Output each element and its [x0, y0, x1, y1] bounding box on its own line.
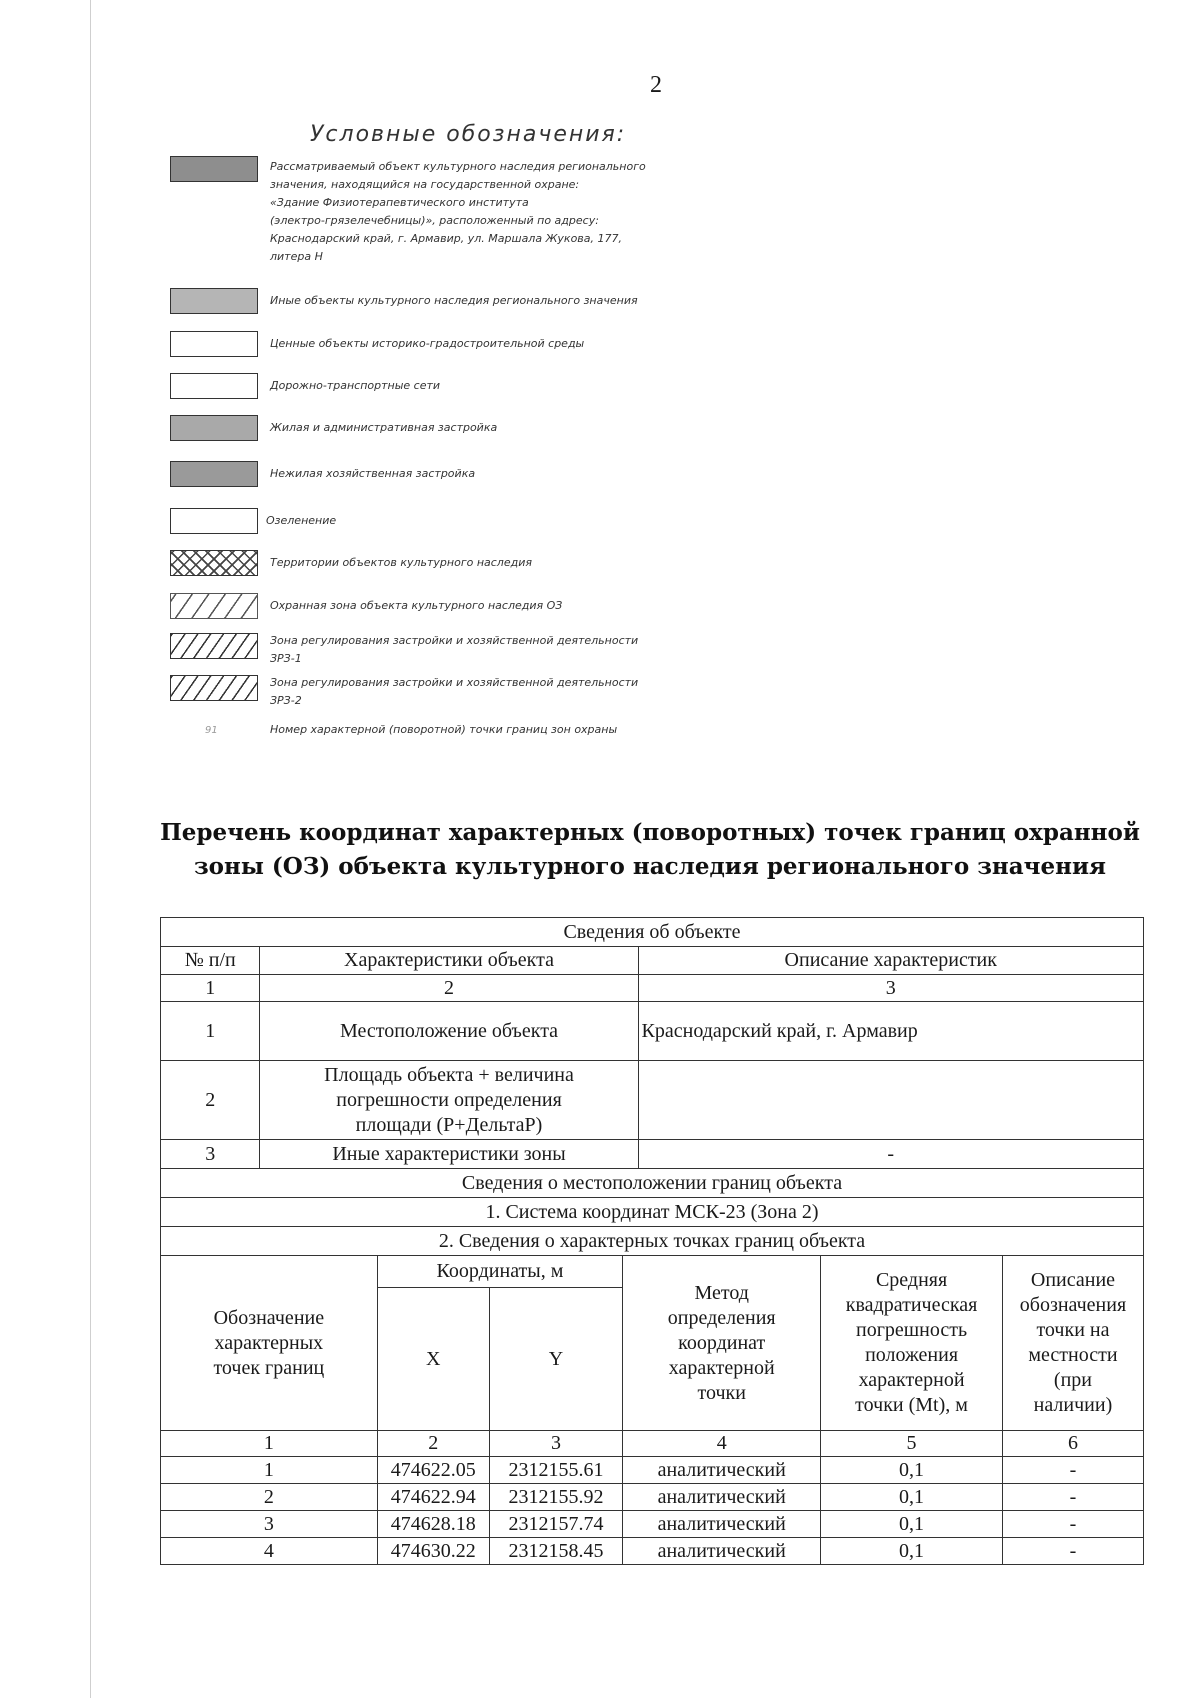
- legend-swatch-gray: [170, 415, 258, 441]
- legend-label: Территории объектов культурного наследия: [270, 556, 532, 569]
- legend-item-protection-zone: [170, 593, 770, 619]
- legend-label: Зона регулирования застройки и хозяйственной деятельности ЗРЗ-2: [270, 676, 639, 707]
- legend-label: Охранная зона объекта культурного наследия ОЗ: [270, 599, 563, 612]
- legend-item-heritage-object: [170, 156, 770, 276]
- legend-swatch-white: [170, 331, 258, 357]
- table-section-header: 2. Сведения о характерных точках границ объекта: [161, 1227, 1144, 1256]
- table-section-header: Сведения о местоположении границ объекта: [161, 1169, 1144, 1198]
- legend-item-heritage-territory: [170, 550, 770, 576]
- table-row: 4 474630.22 2312158.45 аналитический 0,1 -: [161, 1538, 1144, 1565]
- page-number: 2: [650, 72, 662, 98]
- legend-swatch-hatch: [170, 633, 258, 659]
- legend-item-residential: [170, 415, 770, 441]
- legend-label: Ценные объекты историко-градостроительной среды: [270, 337, 585, 350]
- legend-swatch-gray: [170, 461, 258, 487]
- document-title: Перечень координат характерных (поворотных) точек границ охранной зоны (ОЗ) объекта культурного наследия регионального значения: [160, 819, 1140, 880]
- legend-label: Зона регулирования застройки и хозяйственной деятельности ЗРЗ-1: [270, 634, 639, 665]
- legend-swatch-dark-gray: [170, 156, 258, 182]
- legend-swatch-crosshatch: [170, 550, 258, 576]
- legend-swatch-gray: [170, 288, 258, 314]
- points-header-row: Обозначение характерных точек границ Координаты, м Метод определения координат характерной точки Средняя квадратическая погрешность положения характерной точки (Mt), м Описание обозначения точки на местности (при наличии): [161, 1256, 1144, 1288]
- legend-item-point-number: [170, 721, 770, 741]
- table-header-row: № п/п Характеристики объекта Описание характеристик: [161, 947, 1144, 975]
- legend-label: Нежилая хозяйственная застройка: [270, 467, 476, 480]
- legend-item-non-residential: [170, 461, 770, 487]
- legend-label: Номер характерной (поворотной) точки границ зон охраны: [270, 723, 618, 736]
- coordinates-table: [160, 917, 1144, 1565]
- legend-label: Иные объекты культурного наследия регионального значения: [270, 294, 638, 307]
- table-row: 1 474622.05 2312155.61 аналитический 0,1 -: [161, 1457, 1144, 1484]
- table-row: 2 474622.94 2312155.92 аналитический 0,1 -: [161, 1484, 1144, 1511]
- points-header-numbers: 1 2 3 4 5 6: [161, 1431, 1144, 1457]
- table-row: 1 Местоположение объекта Краснодарский край, г. Армавир: [161, 1002, 1144, 1061]
- legend-label: Рассматриваемый объект культурного наследия регионального значения, находящийся на государственной охране: «Здание Физиотерапевтического института (электро-грязелечебницы)», расположенный по адресу: Краснодарский край, г. Армавир, ул. Маршала Жукова, 177, литера Н: [270, 160, 646, 263]
- legend-item-zrz-2: [170, 675, 770, 705]
- table-row: 3 Иные характеристики зоны -: [161, 1140, 1144, 1169]
- points-header-row: X Y: [161, 1288, 1144, 1431]
- legend-label: Озеленение: [266, 514, 337, 527]
- legend-item-greenery: [170, 508, 770, 534]
- legend-item-other-heritage: [170, 288, 770, 314]
- legend-swatch-hatch: [170, 593, 258, 619]
- legend-title: Условные обозначения:: [310, 122, 627, 147]
- table-row: 3 474628.18 2312157.74 аналитический 0,1 -: [161, 1511, 1144, 1538]
- legend-item-zrz-1: [170, 633, 770, 663]
- legend-item-road-network: [170, 373, 770, 399]
- table-header-numbers: 1 2 3: [161, 975, 1144, 1002]
- scan-edge-line: [90, 0, 91, 1698]
- table-row: 2 Площадь объекта + величина погрешности определения площади (Р+ДельтаР): [161, 1061, 1144, 1140]
- legend-label: Жилая и административная застройка: [270, 421, 498, 434]
- legend-swatch-white: [170, 508, 258, 534]
- table-section-header: Сведения об объекте: [161, 918, 1144, 947]
- point-number-marker: 91: [205, 725, 218, 736]
- legend-swatch-white: [170, 373, 258, 399]
- legend-swatch-hatch: [170, 675, 258, 701]
- table-section-header: 1. Система координат МСК-23 (Зона 2): [161, 1198, 1144, 1227]
- legend-label: Дорожно-транспортные сети: [270, 379, 441, 392]
- legend-item-valuable-objects: [170, 331, 770, 357]
